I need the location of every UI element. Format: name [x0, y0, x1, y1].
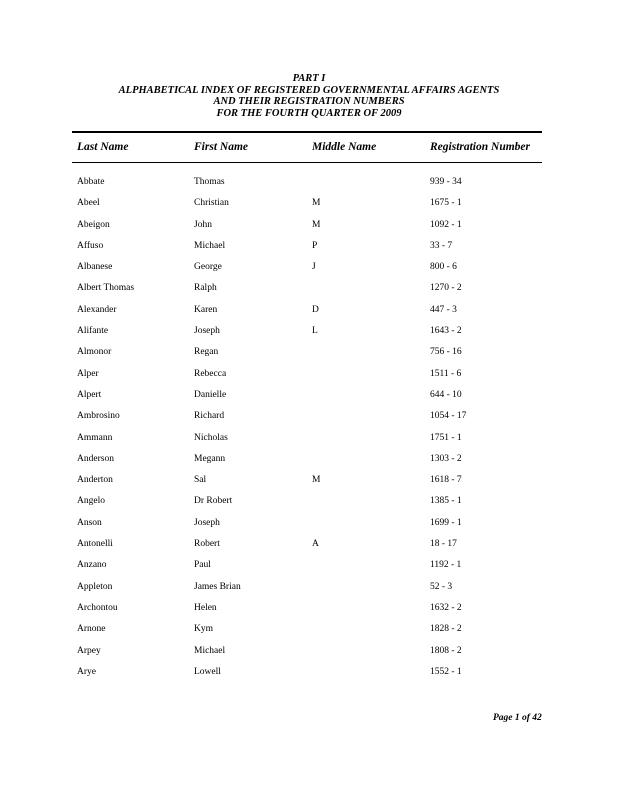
- first-name-cell: George: [194, 262, 222, 273]
- registration-number-cell: 1643 - 2: [430, 326, 462, 337]
- first-name-cell: Regan: [194, 347, 219, 358]
- column-header-registration-number: Registration Number: [430, 141, 531, 153]
- document-title: [0, 73, 618, 119]
- table-row: [0, 433, 618, 454]
- middle-name-cell: D: [312, 304, 319, 315]
- middle-name-cell: A: [312, 539, 319, 550]
- last-name-cell: Arnone: [77, 624, 106, 635]
- registration-number-cell: 18 - 17: [430, 539, 457, 550]
- middle-name-cell: M: [312, 475, 321, 486]
- registration-number-cell: 52 - 3: [430, 581, 453, 592]
- table-row: [0, 411, 618, 432]
- page-number: Page 1 of 42: [493, 713, 542, 723]
- last-name-cell: Alifante: [77, 326, 109, 337]
- table-row: [0, 496, 618, 517]
- last-name-cell: Ambrosino: [77, 411, 120, 422]
- table-row: [0, 177, 618, 198]
- table-row: [0, 667, 618, 688]
- table-row: [0, 369, 618, 390]
- table-row: [0, 582, 618, 603]
- column-header-last-name: Last Name: [77, 141, 129, 153]
- registration-number-cell: 1270 - 2: [430, 283, 462, 294]
- table-row: [0, 603, 618, 624]
- first-name-cell: Thomas: [194, 177, 225, 187]
- last-name-cell: Anderson: [77, 453, 114, 464]
- header-top-rule: [72, 131, 542, 133]
- registration-number-cell: 1632 - 2: [430, 602, 462, 613]
- table-row: [0, 262, 618, 283]
- last-name-cell: Abeel: [77, 198, 100, 209]
- first-name-cell: Joseph: [194, 326, 220, 337]
- first-name-cell: Dr Robert: [194, 496, 233, 507]
- table-row: [0, 624, 618, 645]
- last-name-cell: Archontou: [77, 602, 118, 613]
- registration-number-cell: 1751 - 1: [430, 432, 462, 443]
- registration-number-cell: 756 - 16: [430, 347, 462, 358]
- last-name-cell: Angelo: [77, 496, 105, 507]
- first-name-cell: Rebecca: [194, 368, 227, 379]
- registration-number-cell: 1618 - 7: [430, 475, 462, 486]
- last-name-cell: Arpey: [77, 645, 101, 656]
- column-header-middle-name: Middle Name: [312, 141, 377, 153]
- registration-number-cell: 939 - 34: [430, 177, 462, 187]
- registration-number-cell: 1192 - 1: [430, 560, 462, 571]
- first-name-cell: Joseph: [194, 517, 220, 528]
- table-row: [0, 475, 618, 496]
- first-name-cell: Michael: [194, 645, 226, 656]
- table-row: [0, 518, 618, 539]
- column-header-first-name: First Name: [194, 141, 248, 153]
- last-name-cell: Antonelli: [77, 539, 113, 550]
- table-row: [0, 198, 618, 219]
- table-row: [0, 390, 618, 411]
- last-name-cell: Anson: [77, 517, 102, 528]
- last-name-cell: Alper: [77, 368, 99, 379]
- registration-number-cell: 1092 - 1: [430, 219, 462, 230]
- last-name-cell: Arye: [77, 666, 96, 677]
- last-name-cell: Alexander: [77, 304, 117, 315]
- table-row: [0, 347, 618, 368]
- middle-name-cell: J: [312, 262, 316, 273]
- registration-number-cell: 1511 - 6: [430, 368, 462, 379]
- first-name-cell: James Brian: [194, 581, 241, 592]
- last-name-cell: Alpert: [77, 389, 102, 400]
- table-row: [0, 305, 618, 326]
- first-name-cell: Nicholas: [194, 432, 228, 443]
- registration-number-cell: 1828 - 2: [430, 624, 462, 635]
- middle-name-cell: M: [312, 198, 321, 209]
- last-name-cell: Appleton: [77, 581, 113, 592]
- registration-number-cell: 644 - 10: [430, 389, 462, 400]
- last-name-cell: Albert Thomas: [77, 283, 135, 294]
- table-row: [0, 454, 618, 475]
- middle-name-cell: M: [312, 219, 321, 230]
- registration-number-cell: 1699 - 1: [430, 517, 462, 528]
- first-name-cell: Christian: [194, 198, 229, 209]
- title-line-3: AND THEIR REGISTRATION NUMBERS: [213, 96, 405, 107]
- first-name-cell: Megann: [194, 453, 226, 464]
- first-name-cell: Danielle: [194, 389, 227, 400]
- first-name-cell: Robert: [194, 539, 220, 550]
- registrant-list: [0, 177, 618, 688]
- middle-name-cell: P: [312, 240, 318, 251]
- title-line-1: PART I: [292, 73, 326, 84]
- table-row: [0, 283, 618, 304]
- last-name-cell: Ammann: [77, 432, 113, 443]
- title-line-2: ALPHABETICAL INDEX OF REGISTERED GOVERNMENTAL AFFAIRS AGENTS: [118, 84, 500, 96]
- table-row: [0, 539, 618, 560]
- last-name-cell: Abeigon: [77, 219, 110, 230]
- registration-number-cell: 1675 - 1: [430, 198, 462, 209]
- middle-name-cell: L: [312, 326, 318, 337]
- registration-number-cell: 1303 - 2: [430, 453, 462, 464]
- first-name-cell: John: [194, 219, 212, 230]
- header-bottom-rule: [72, 162, 542, 163]
- last-name-cell: Anzano: [77, 560, 107, 571]
- registration-number-cell: 1385 - 1: [430, 496, 462, 507]
- table-row: [0, 241, 618, 262]
- last-name-cell: Anderton: [77, 475, 113, 486]
- table-row: [0, 220, 618, 241]
- table-row: [0, 326, 618, 347]
- last-name-cell: Almonor: [77, 347, 112, 358]
- registration-number-cell: 1054 - 17: [430, 411, 467, 422]
- registration-number-cell: 800 - 6: [430, 262, 457, 273]
- last-name-cell: Albanese: [77, 262, 113, 273]
- registration-number-cell: 33 - 7: [430, 240, 453, 251]
- first-name-cell: Paul: [194, 560, 211, 571]
- first-name-cell: Helen: [194, 602, 217, 613]
- registration-number-cell: 1552 - 1: [430, 666, 462, 677]
- registration-number-cell: 1808 - 2: [430, 645, 462, 656]
- first-name-cell: Sal: [194, 475, 207, 486]
- last-name-cell: Abbate: [77, 177, 105, 187]
- first-name-cell: Ralph: [194, 283, 217, 294]
- last-name-cell: Affuso: [77, 240, 104, 251]
- first-name-cell: Karen: [194, 304, 218, 315]
- first-name-cell: Michael: [194, 240, 226, 251]
- table-row: [0, 560, 618, 581]
- registration-number-cell: 447 - 3: [430, 304, 457, 315]
- first-name-cell: Richard: [194, 411, 225, 422]
- title-line-4: FOR THE FOURTH QUARTER OF 2009: [216, 107, 402, 119]
- first-name-cell: Kym: [194, 624, 213, 635]
- table-row: [0, 646, 618, 667]
- first-name-cell: Lowell: [194, 666, 221, 677]
